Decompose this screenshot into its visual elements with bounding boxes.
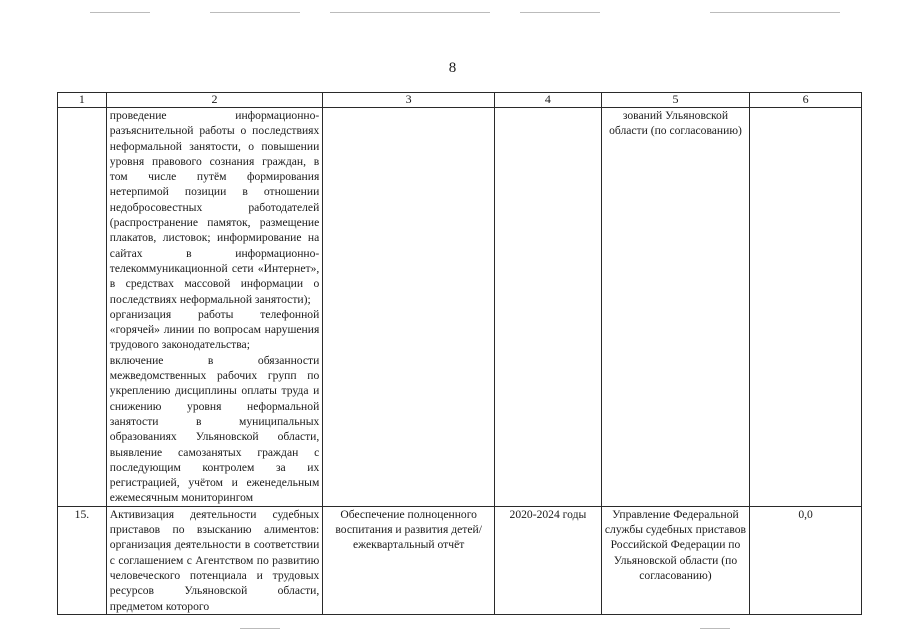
measure-description-cell (106, 108, 323, 507)
period-cell (495, 108, 602, 507)
row-number-cell: 15. (58, 506, 107, 614)
measure-paragraph: проведение информационно-разъяснительной работы о последствиях неформальной занятости, о повышении уровня правового сознания граждан, в том числе путём формирования нетерпимой позиции в отношении недобросовестных работодателей (распространение памяток, размещение плакатов, листовок; информирование на сайтах в информационно-телекоммуникационной сети «Интернет», в средствах массовой информации о последствиях неформальной занятости); (109, 109, 320, 306)
scan-speck (240, 628, 280, 629)
expected-result-cell (323, 108, 495, 507)
measure-description-cell: Активизация деятельности судебных приставов по взысканию алиментов: организация деятельности в соответствии с соглашением с Агентством по развитию человеческого потенциала и трудовых ресурсов Ульяновской области, предметом которого (106, 506, 323, 614)
table-row (58, 108, 862, 507)
responsible-cell: Управление Федеральной службы судебных приставов Российской Федерации по Ульяновской области (по согласованию) (601, 506, 749, 614)
scan-speck (210, 12, 300, 13)
table-row (58, 506, 862, 614)
funding-cell: 0,0 (750, 506, 862, 614)
measures-table (57, 92, 862, 615)
column-header: 5 (601, 93, 749, 108)
responsible-cell: зований Ульяновской области (по согласованию) (601, 108, 749, 507)
expected-result-cell: Обеспечение полноценного воспитания и развития детей/ежеквартальный отчёт (323, 506, 495, 614)
scan-speck (520, 12, 600, 13)
column-header: 1 (58, 93, 107, 108)
column-header: 4 (495, 93, 602, 108)
scan-speck (90, 12, 150, 13)
funding-cell (750, 108, 862, 507)
measure-paragraph: включение в обязанности межведомственных рабочих групп по укреплению дисциплины оплаты труда и снижению уровня неформальной занятости в муниципальных образованиях Ульяновской области, выявление самозанятых граждан с последующим контролем за их регистрацией, учётом и еженедельным ежемесячным мониторингом (109, 353, 320, 505)
table-header-row (58, 93, 862, 108)
scan-speck (330, 12, 490, 13)
scan-speck (710, 12, 840, 13)
measure-paragraph: организация работы телефонной «горячей» линии по вопросам нарушения трудового законодательства; (109, 307, 320, 352)
period-cell: 2020-2024 годы (495, 506, 602, 614)
scan-speck (700, 628, 730, 629)
row-number-cell (58, 108, 107, 507)
column-header: 2 (106, 93, 323, 108)
column-header: 6 (750, 93, 862, 108)
page-number: 8 (448, 60, 457, 76)
column-header: 3 (323, 93, 495, 108)
